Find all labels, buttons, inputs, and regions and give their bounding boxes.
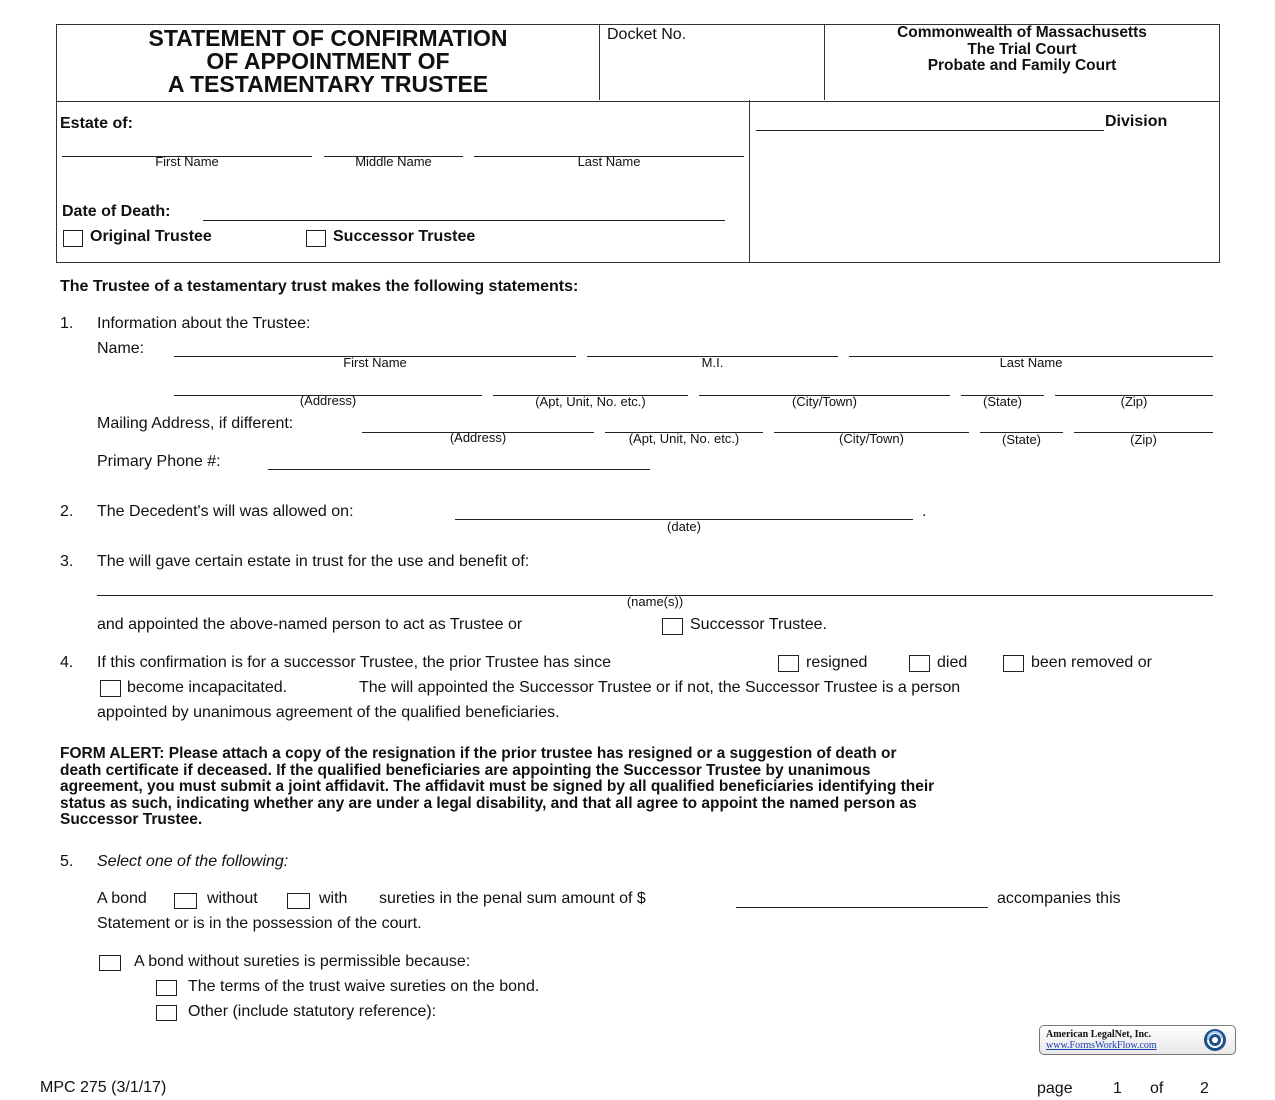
mailing-city-caption: (City/Town) (838, 431, 904, 446)
court-line-1: Commonwealth of Massachusetts (897, 24, 1147, 41)
penal-sum-amount-input[interactable] (736, 907, 988, 908)
bond-without-sureties-checkbox[interactable] (99, 955, 121, 971)
vendor-logo-icon (1198, 1027, 1232, 1053)
statement-possession-text: Statement or is in the possession of the court. (97, 915, 422, 932)
penal-sum-text: sureties in the penal sum amount of $ (379, 890, 646, 907)
successor-confirmation-text: If this confirmation is for a successor Trustee, the prior Trustee has since (97, 654, 611, 671)
original-trustee-label: Original Trustee (90, 228, 212, 245)
mailing-address-caption: (Address) (449, 430, 507, 445)
died-checkbox[interactable] (909, 655, 930, 672)
other-reference-label: Other (include statutory reference): (188, 1003, 437, 1020)
primary-phone-label: Primary Phone #: (97, 453, 221, 470)
section-3-number: 3. (60, 553, 74, 570)
trustee-address-caption: (Address) (299, 393, 357, 408)
intro-statement: The Trustee of a testamentary trust makes the following statements: (60, 278, 579, 295)
other-reference-checkbox[interactable] (156, 1005, 177, 1021)
court-line-3: Probate and Family Court (927, 57, 1117, 74)
form-alert-line-4: status as such, indicating whether any are under a legal disability, and that all agree to appoint the named person as (60, 794, 917, 812)
unanimous-agreement-text: appointed by unanimous agreement of the qualified beneficiaries. (97, 704, 560, 721)
trustee-zip-caption: (Zip) (1120, 394, 1148, 409)
incapacitated-label: become incapacitated. (127, 679, 288, 696)
vendor-badge (1039, 1025, 1236, 1055)
of-label: of (1150, 1080, 1164, 1097)
docket-label: Docket No. (607, 26, 687, 43)
title-line-2: OF APPOINTMENT OF (206, 48, 450, 74)
mailing-zip-caption: (Zip) (1130, 432, 1157, 447)
estate-divider (749, 100, 750, 263)
form-title (60, 27, 596, 96)
mailing-apt-caption: (Apt, Unit, No. etc.) (628, 431, 740, 446)
successor-trustee-label: Successor Trustee (333, 228, 476, 245)
division-label: Division (1105, 113, 1168, 130)
will-allowed-date-caption: (date) (667, 519, 701, 534)
section-3-successor-label: Successor Trustee. (690, 616, 827, 633)
bond-without-sureties-label: A bond without sureties is permissible because: (134, 953, 471, 970)
form-alert (60, 746, 1240, 829)
header-divider-2 (824, 24, 825, 100)
vendor-url-link[interactable]: www.FormsWorkFlow.com (1046, 1040, 1157, 1051)
section-3-successor-checkbox[interactable] (662, 618, 683, 635)
will-appointed-text: The will appointed the Successor Trustee or if not, the Successor Trustee is a person (359, 679, 961, 696)
trust-waive-checkbox[interactable] (156, 980, 177, 996)
section-1-number: 1. (60, 315, 74, 332)
estate-last-name-caption: Last Name (577, 154, 641, 169)
form-alert-line-3: agreement, you must submit a joint affidavit. The affidavit must be signed by all qualified beneficiaries identifying their (60, 778, 935, 795)
bond-without-label: without (207, 890, 258, 907)
division-input[interactable] (756, 130, 1104, 131)
trustee-mi-caption: M.I. (701, 355, 724, 370)
bond-with-checkbox[interactable] (287, 893, 310, 909)
section-1-heading: Information about the Trustee: (97, 315, 311, 332)
estate-box (56, 100, 1220, 263)
section-5-heading: Select one of the following: (97, 853, 289, 870)
date-of-death-input[interactable] (203, 220, 725, 221)
primary-phone-input[interactable] (268, 469, 650, 470)
page-label: page (1037, 1080, 1073, 1097)
removed-checkbox[interactable] (1003, 655, 1024, 672)
mailing-state-caption: (State) (1001, 432, 1041, 447)
date-of-death-label: Date of Death: (62, 203, 171, 220)
trustee-apt-caption: (Apt, Unit, No. etc.) (535, 394, 646, 409)
beneficiary-names-caption: (name(s)) (626, 594, 684, 609)
docket-input[interactable] (605, 48, 819, 94)
trust-benefit-text: The will gave certain estate in trust for the use and benefit of: (97, 553, 530, 570)
section-4-number: 4. (60, 654, 74, 671)
title-line-3: A TESTAMENTARY TRUSTEE (167, 71, 489, 97)
form-alert-line-5: Successor Trustee. (60, 811, 203, 828)
title-line-1: STATEMENT OF CONFIRMATION (148, 25, 508, 51)
original-trustee-checkbox[interactable] (63, 230, 83, 247)
resigned-checkbox[interactable] (778, 655, 799, 672)
trustee-first-name-caption: First Name (343, 355, 407, 370)
page-total: 2 (1200, 1080, 1209, 1097)
bond-with-label: with (319, 890, 348, 907)
trustee-name-label: Name: (97, 340, 145, 357)
a-bond-label: A bond (97, 890, 147, 907)
removed-label: been removed or (1031, 654, 1152, 671)
court-name (826, 25, 1218, 75)
successor-trustee-checkbox[interactable] (306, 230, 326, 247)
resigned-label: resigned (806, 654, 868, 671)
section-2-number: 2. (60, 503, 74, 520)
form-alert-line-1: FORM ALERT: Please attach a copy of the resignation if the prior trustee has resigned or a suggestion of death or (60, 745, 897, 762)
form-alert-line-2: death certificate if deceased. If the qualified beneficiaries are appointing the Successor Trustee by unanimous (60, 761, 871, 779)
estate-first-name-caption: First Name (155, 154, 219, 169)
trustee-state-caption: (State) (982, 394, 1022, 409)
trust-waive-label: The terms of the trust waive sureties on the bond. (188, 978, 540, 995)
trustee-last-name-caption: Last Name (999, 355, 1063, 370)
header-divider-1 (599, 24, 600, 100)
bond-without-checkbox[interactable] (174, 893, 197, 909)
will-allowed-period: . (922, 503, 927, 520)
incapacitated-checkbox[interactable] (100, 680, 121, 697)
court-line-2: The Trial Court (967, 40, 1077, 58)
mailing-address-label: Mailing Address, if different: (97, 415, 294, 432)
died-label: died (937, 654, 968, 671)
appointed-text: and appointed the above-named person to act as Trustee or (97, 616, 523, 633)
form-id: MPC 275 (3/1/17) (40, 1079, 167, 1096)
vendor-name: American LegalNet, Inc. (1046, 1029, 1151, 1040)
section-5-number: 5. (60, 853, 74, 870)
trustee-city-caption: (City/Town) (791, 394, 857, 409)
estate-middle-name-caption: Middle Name (355, 154, 432, 169)
page-number: 1 (1113, 1080, 1122, 1097)
will-allowed-text: The Decedent's will was allowed on: (97, 503, 354, 520)
accompanies-text: accompanies this (997, 890, 1121, 907)
estate-label: Estate of: (60, 115, 133, 132)
